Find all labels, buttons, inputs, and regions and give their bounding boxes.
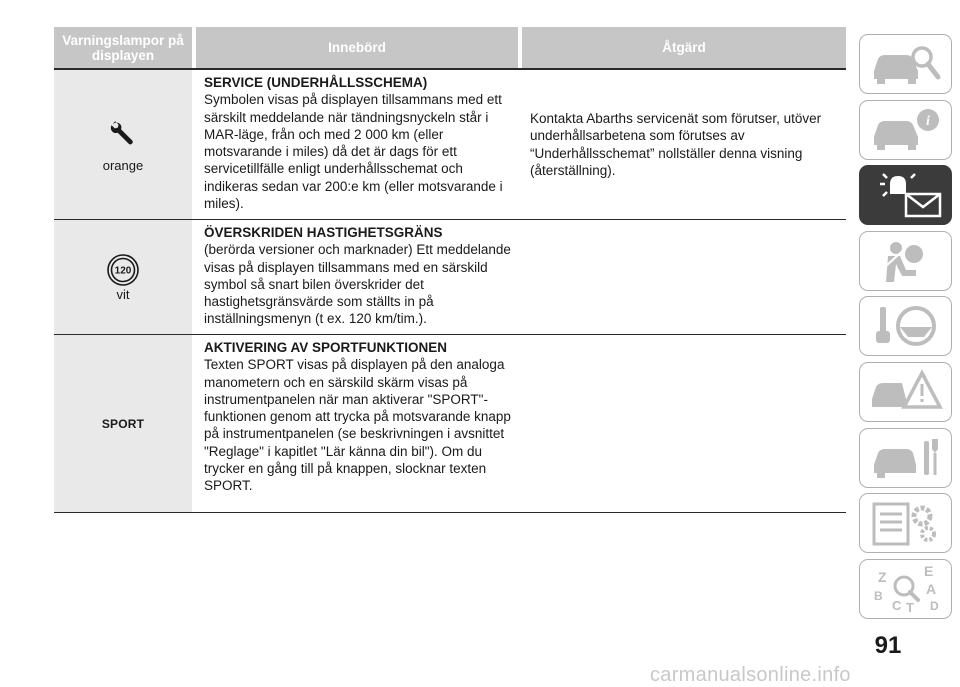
technical-data-gear-icon	[866, 498, 946, 548]
alphabetical-index-icon	[866, 564, 946, 614]
table-header	[54, 27, 846, 68]
header-warning-lights: Varningslampor på displayen	[54, 27, 192, 68]
airbag-person-icon	[866, 236, 946, 286]
index-letter: C	[891, 597, 901, 613]
car-crash-warning-icon	[866, 367, 946, 417]
car-tools-icon	[866, 433, 946, 483]
wrench-icon	[110, 120, 136, 146]
car-info-icon	[866, 105, 946, 155]
chapter-tabs	[859, 34, 952, 624]
icon-cell	[54, 70, 192, 219]
meaning-cell	[192, 70, 514, 219]
action-text: Kontakta Abarths servicenät som förutser, utöver underhållsarbetena som förutses av “Underhållsschemat” nollställer denna visning (återställning).	[530, 110, 822, 178]
table-row	[54, 220, 846, 335]
header-action: Åtgärd	[522, 27, 846, 68]
index-letter: B	[873, 588, 883, 603]
tab-emergency[interactable]	[859, 362, 952, 422]
car-search-icon	[866, 39, 946, 89]
tab-maintenance[interactable]	[859, 428, 952, 488]
key-steering-wheel-icon	[866, 301, 946, 351]
page-number: 91	[874, 632, 902, 659]
index-letter: A	[925, 580, 936, 597]
speed-limit-icon	[106, 253, 140, 287]
row-text: Texten SPORT visas på displayen på den analoga manometern och en särskild skärm visas på instrumentpanelen när man aktiverar "SPORT"-funktionen genom att trycka på motsvarande knapp på instrumentpanelen (se beskrivningen i avsnittet "Reglage" i kapitlet "Lär känna din bil"). Om du trycker en gång till på knappen, slocknar texten SPORT.	[204, 357, 511, 494]
index-letter: Z	[877, 568, 887, 585]
tab-safety[interactable]	[859, 231, 952, 291]
watermark: carmanualsonline.info	[650, 664, 851, 686]
tab-starting-driving[interactable]	[859, 296, 952, 356]
sport-label: SPORT	[101, 416, 145, 431]
icon-cell	[54, 220, 192, 334]
index-letter: D	[929, 598, 939, 613]
tab-car-info[interactable]	[859, 100, 952, 160]
table-row	[54, 335, 846, 513]
table-row	[54, 70, 846, 220]
icon-caption: orange	[102, 158, 144, 173]
svg-text:i: i	[925, 113, 930, 129]
icon-cell	[54, 335, 192, 512]
action-cell	[514, 70, 846, 219]
warning-light-message-icon	[866, 170, 946, 220]
tab-warning-lights[interactable]	[859, 165, 952, 225]
row-text: Symbolen visas på displayen tillsammans med ett särskilt meddelande när tändningsnyckeln står i MAR-läge, från och med 2 000 km (eller motsvarande i miles) då det är dags för ett servicetillfälle enligt underhållsschemat och indikeras sedan var 200:e km (eller motsvarande i miles).	[204, 92, 503, 212]
index-letter: E	[923, 563, 933, 579]
row-text: (berörda versioner och marknader) Ett meddelande visas på displayen tillsammans med en särskild symbol så snart bilen överskrider det hastighetsgränsvärde som ställts in på inställningsmenyn (t ex. 120 km/tim.).	[204, 242, 511, 327]
row-title: ÖVERSKRIDEN HASTIGHETSGRÄNS	[204, 225, 443, 240]
meaning-cell	[192, 220, 514, 334]
index-letter: T	[905, 599, 914, 614]
warning-lights-table	[54, 27, 846, 513]
meaning-cell	[192, 335, 514, 512]
header-meaning: Innebörd	[196, 27, 518, 68]
row-title: SERVICE (UNDERHÅLLSSCHEMA)	[204, 75, 428, 90]
action-cell	[514, 335, 846, 512]
tab-index[interactable]	[859, 559, 952, 619]
action-cell	[514, 220, 846, 334]
speed-limit-value: 120	[114, 265, 132, 276]
tab-technical-data[interactable]	[859, 493, 952, 553]
row-title: AKTIVERING AV SPORTFUNKTIONEN	[204, 340, 448, 355]
tab-car-search[interactable]	[859, 34, 952, 94]
icon-caption: vit	[116, 286, 130, 302]
